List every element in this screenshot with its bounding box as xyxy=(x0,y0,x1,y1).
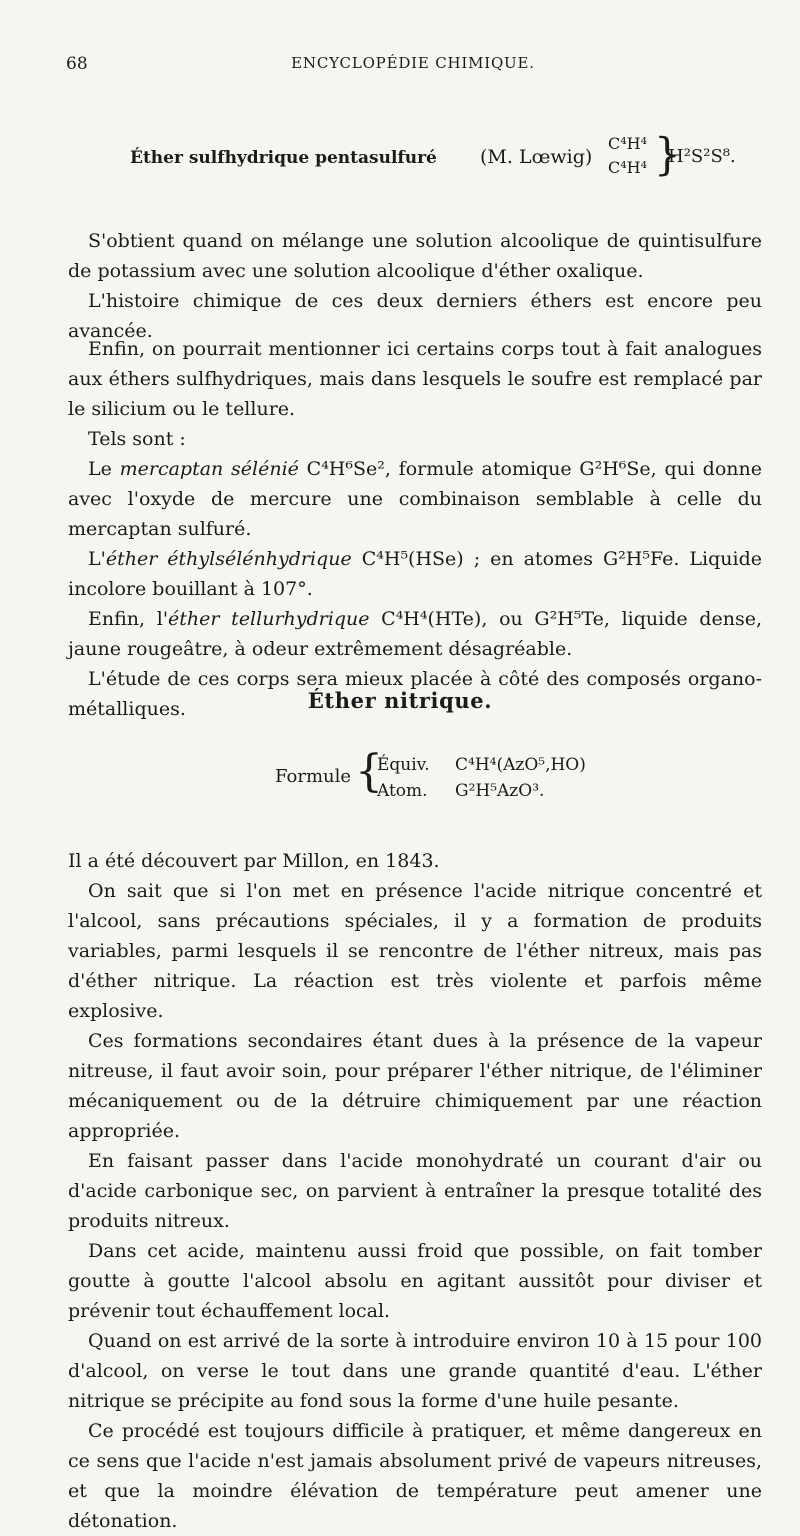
paragraph: Ces formations secondaires étant dues à la présence de la vapeur nitreuse, il faut avoir soin, pour préparer l'éther nitrique, de l'éliminer mécaniquement ou de la détruire chimiquement par une réaction appropriée. xyxy=(68,1030,762,1142)
text-block-analogues xyxy=(68,334,762,724)
paragraph-prefix: L' xyxy=(88,548,106,570)
page-number: 68 xyxy=(66,54,88,74)
formula-box xyxy=(275,748,615,808)
formula-keys xyxy=(377,752,430,804)
paragraph: Tels sont : xyxy=(88,428,186,450)
formula-key-atom: Atom. xyxy=(377,781,428,801)
paragraph: Dans cet acide, maintenu aussi froid que possible, on fait tomber goutte à goutte l'alcool absolu en agitant aussitôt pour diviser et prévenir tout échauffement local. xyxy=(68,1240,762,1322)
compound-author: (M. Lœwig) xyxy=(480,146,593,168)
formula-values xyxy=(455,752,586,804)
page-header xyxy=(66,54,760,80)
brace-icon: } xyxy=(654,128,681,181)
formula-stack-top: C⁴H⁴ xyxy=(608,134,648,153)
paragraph: L'histoire chimique de ces deux derniers éthers est encore peu avancée. xyxy=(68,290,762,342)
paragraph-rest: C⁴H⁶Se², formule atomique G²H⁶Se, qui donne avec l'oxyde de mercure une combinaison semblable à celle du mercaptan sulfuré. xyxy=(68,458,762,540)
ether-pentasulfure-heading xyxy=(130,128,750,188)
text-block-pentasulfure xyxy=(68,226,762,346)
term-ether-tellurhydrique: éther tellurhydrique xyxy=(168,608,370,630)
formula-value-atom: G²H⁵AzO³. xyxy=(455,781,545,801)
paragraph: Ce procédé est toujours difficile à pratiquer, et même dangereux en ce sens que l'acide n'est jamais absolument privé de vapeurs nitreuses, et que la moindre élévation de température peut amener une détonation. xyxy=(68,1420,762,1532)
curly-brace-icon: { xyxy=(355,746,383,797)
formula-label: Formule xyxy=(275,766,352,787)
paragraph xyxy=(68,544,762,604)
paragraph-prefix: Enfin, l' xyxy=(88,608,169,630)
paragraph: L'étude de ces corps sera mieux placée à côté des composés organo-métalliques. xyxy=(68,668,762,720)
compound-name: Éther sulfhydrique pentasulfuré xyxy=(130,148,437,168)
paragraph-rest: C⁴H⁵(HSe) ; en atomes G²H⁵Fe. Liquide incolore bouillant à 107°. xyxy=(68,548,763,600)
paragraph: Il a été découvert par Millon, en 1843. xyxy=(68,850,440,872)
formula-stack-bottom: C⁴H⁴ xyxy=(608,158,648,177)
formula-result: H²S²S⁸. xyxy=(668,146,736,167)
paragraph: On sait que si l'on met en présence l'acide nitrique concentré et l'alcool, sans précautions spéciales, il y a formation de produits variables, parmi lesquels il se rencontre de l'éther nitreux, mais pas d'éther nitrique. La réaction est très violente et parfois même explosive. xyxy=(68,880,762,1022)
term-mercaptan-selenie: mercaptan sélénié xyxy=(119,458,299,480)
paragraph: Enfin, on pourrait mentionner ici certains corps tout à fait analogues aux éthers sulfhydriques, mais dans lesquels le soufre est remplacé par le silicium ou le tellure. xyxy=(68,338,762,420)
paragraph: S'obtient quand on mélange une solution alcoolique de quintisulfure de potassium avec une solution alcoolique d'éther oxalique. xyxy=(68,230,762,282)
paragraph-rest: C⁴H⁴(HTe), ou G²H⁵Te, liquide dense, jaune rougeâtre, à odeur extrêmement désagréable. xyxy=(68,608,762,660)
paragraph: En faisant passer dans l'acide monohydraté un courant d'air ou d'acide carbonique sec, on parvient à entraîner la presque totalité des produits nitreux. xyxy=(68,1150,762,1232)
formula-stack xyxy=(608,132,647,180)
formula-key-equiv: Équiv. xyxy=(377,755,430,775)
term-ether-ethylselenhydrique: éther éthylsélénhydrique xyxy=(105,548,352,570)
text-block-nitrique xyxy=(68,846,762,1536)
section-title: Éther nitrique. xyxy=(307,688,493,713)
running-title: ENCYCLOPÉDIE CHIMIQUE. xyxy=(291,54,535,72)
paragraph xyxy=(68,604,762,664)
formula-value-equiv: C⁴H⁴(AzO⁵,HO) xyxy=(455,755,586,775)
paragraph-prefix: Le xyxy=(88,458,120,480)
paragraph: Quand on est arrivé de la sorte à introduire environ 10 à 15 pour 100 d'alcool, on verse le tout dans une grande quantité d'eau. L'éther nitrique se précipite au fond sous la forme d'une huile pesante. xyxy=(68,1330,762,1412)
paragraph xyxy=(68,454,762,544)
